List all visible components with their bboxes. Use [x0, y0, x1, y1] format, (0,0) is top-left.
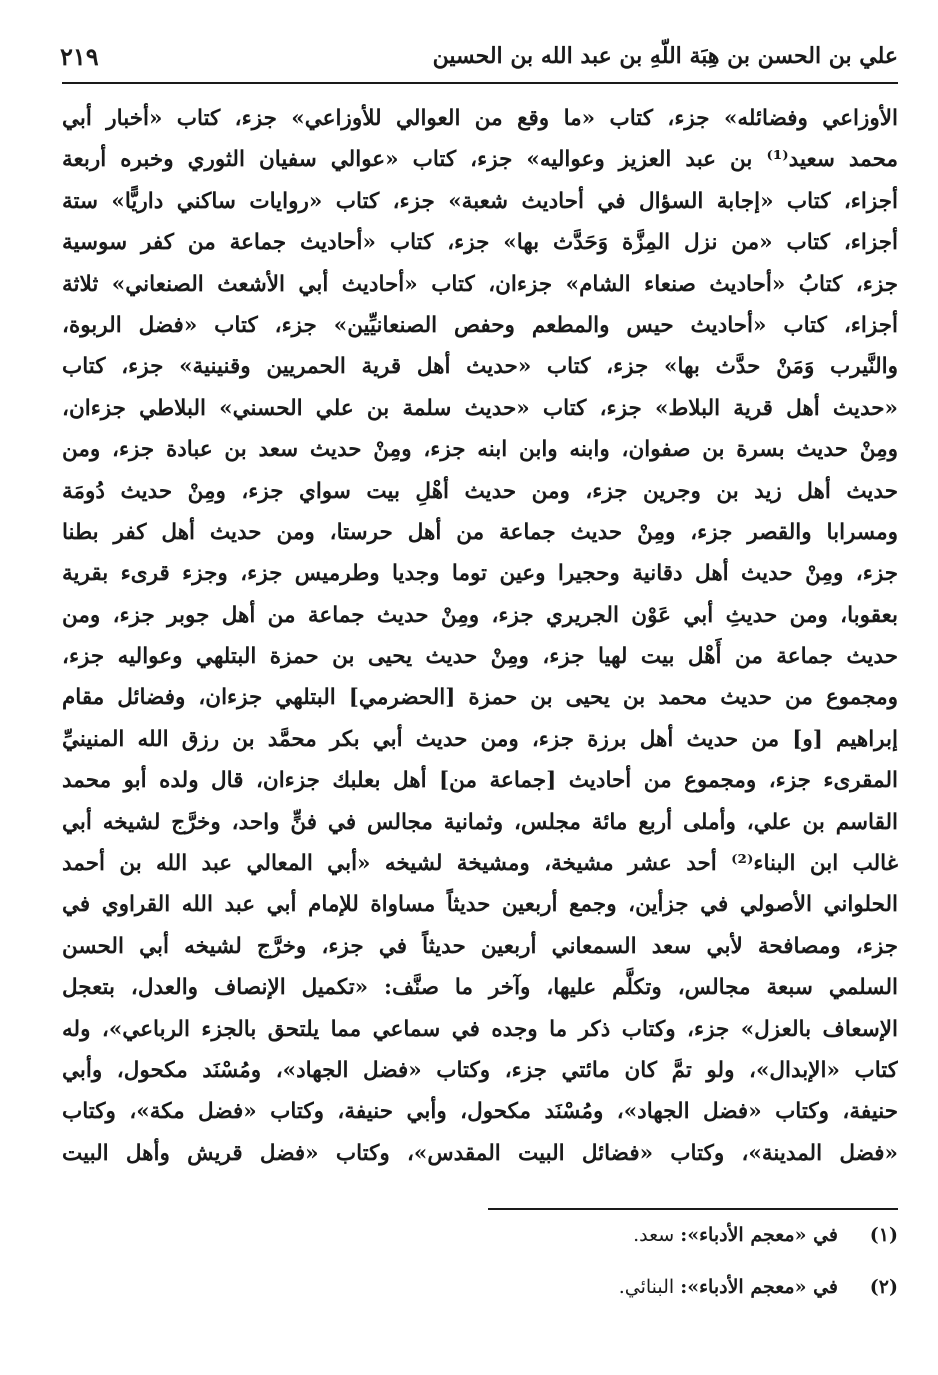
page-number: ٢١٩ — [60, 41, 99, 71]
footnote-source: في «معجم الأدباء»: — [680, 1224, 838, 1246]
footnote-text — [62, 1222, 838, 1248]
text-line: غالب ابن البناء⁽²⁾ أحد عشر مشيخة، ومشيخة لشيخه «أبي المعالي عبد الله بن أحمد — [62, 851, 898, 877]
text-line: ومِنْ حديث بسرة بن صفوان، وابنه وابن ابنه جزء، ومِنْ حديث سعد بن عبادة جزء، ومن — [62, 437, 898, 463]
text-line: الحلواني الأصولي في جزأين، وجمع أربعين حديثاً مساواة للإمام أبي عبد الله القراوي في — [62, 892, 898, 918]
text-line: «حديث أهل قرية البلاط» جزء، كتاب «حديث سلمة بن علي الحسني» البلاطي جزءان، — [62, 395, 898, 421]
main-text — [62, 98, 898, 1174]
footnote-number: (٢) — [869, 1276, 898, 1298]
text-line: أجزاء، كتاب «من نزل المِزَّة وَحَدَّث بها» جزء، كتاب «أحاديث جماعة من كفر سوسية — [62, 230, 898, 256]
text-line: حنيفة، وكتاب «فضل الجهاد»، ومُسْنَد مكحول، وأبي حنيفة، وكتاب «فضل مكة»، وكتاب — [62, 1099, 898, 1125]
text-line: ومسرابا والقصر جزء، ومِنْ حديث جماعة من أهل حرستا، ومن حديث أهل كفر بطنا — [62, 519, 898, 545]
text-line: حديث أهل زيد بن وجرين جزء، ومن حديث أهْلِ بيت سواي جزء، ومِنْ حديث دُومَة — [62, 478, 898, 504]
text-line: القاسم بن علي، وأملى أربع مائة مجلس، وثمانية مجالس في فنٍّ واحد، وخرَّج لشيخه أبي — [62, 809, 898, 835]
text-line: إبراهيم [و] من حديث أهل برزة جزء، ومن حديث أبي بكر محمَّد بن رزق الله المنينيِّ — [62, 726, 898, 752]
page-header — [60, 34, 898, 78]
text-line: «فضل المدينة»، وكتاب «فضائل البيت المقدس»، وكتاب «فضل قريش وأهل البيت — [62, 1140, 898, 1166]
header-rule — [62, 82, 898, 84]
text-line: الإسعاف بالعزل» جزء، وكتاب ذكر ما وجده في سماعي مما يلتحق بالجزء الرباعي»، وله — [62, 1016, 898, 1042]
text-line: جزء، ومصافحة لأبي سعد السمعاني أربعين حديثاً في جزء، وخرَّج لشيخه أبي الحسن — [62, 933, 898, 959]
footnote-separator — [488, 1208, 898, 1210]
footnote-text — [62, 1274, 838, 1300]
footnote-1 — [62, 1222, 898, 1248]
footnote-source: في «معجم الأدباء»: — [680, 1276, 838, 1298]
text-line: السلمي سبعة مجالس، وتكلَّم عليها، وآخر ما صنَّف: «تكميل الإنصاف والعدل، بتعجل — [62, 975, 898, 1001]
footnote-2 — [62, 1274, 898, 1300]
text-line: ومجموع من حديث محمد بن يحيى بن حمزة [الحضرمي] البتلهي جزءان، وفضائل مقام — [62, 685, 898, 711]
running-title: علي بن الحسن بن هِبَة اللّهِ بن عبد الله بن الحسين — [432, 43, 898, 69]
text-line: أجزاء، كتاب «إجابة السؤال في أحاديث شعبة» جزء، كتاب «روايات ساكني داريًّا» ستة — [62, 188, 898, 214]
footnote-value: البنائي. — [618, 1276, 675, 1298]
text-line: الأوزاعي وفضائله» جزء، كتاب «ما وقع من العوالي للأوزاعي» جزء، كتاب «أخبار أبي — [62, 106, 898, 131]
text-line: والنَّيرب وَمَنْ حدَّث بها» جزء، كتاب «حديث أهل قرية الحمريين وقنينية» جزء، كتاب — [62, 354, 898, 380]
text-line: جزء، كتابُ «أحاديث صنعاء الشام» جزءان، كتاب «أحاديث أبي الأشعث الصنعاني» ثلاثة — [62, 271, 898, 297]
text-line: حديث جماعة من أَهْل بيت لهيا جزء، ومِنْ حديث يحيى بن حمزة البتلهي وعواليه جزء، — [62, 644, 898, 670]
text-line: بعقوبا، ومن حديثِ أبي عَوْن الجريري جزء، ومِنْ حديث جماعة من أهل جوبر جزء، ومن — [62, 602, 898, 628]
footnote-number: (١) — [869, 1224, 898, 1246]
text-line: جزء، ومِنْ حديث أهل دقانية وحجيرا وعين توما وجديا وطرميس جزء، وجزء قرىء بقرية — [62, 561, 898, 587]
text-line: أجزاء، كتاب «أحاديث حيس والمطعم وحفص الصنعانيِّين» جزء، كتاب «فضل الربوة، — [62, 312, 898, 338]
footnotes — [62, 1222, 898, 1326]
footnote-value: سعد. — [633, 1224, 675, 1246]
text-line: المقرىء جزء، ومجموع من أحاديث [جماعة من] أهل بعلبك جزءان، قال ولده أبو محمد — [62, 768, 898, 794]
text-line: كتاب «الإبدال»، ولو تمَّ كان مائتي جزء، وكتاب «فضل الجهاد»، ومُسْنَد مكحول، وأبي — [62, 1057, 898, 1083]
text-line: محمد سعيد⁽¹⁾ بن عبد العزيز وعواليه» جزء، كتاب «عوالي سفيان الثوري وخبره أربعة — [62, 147, 898, 173]
